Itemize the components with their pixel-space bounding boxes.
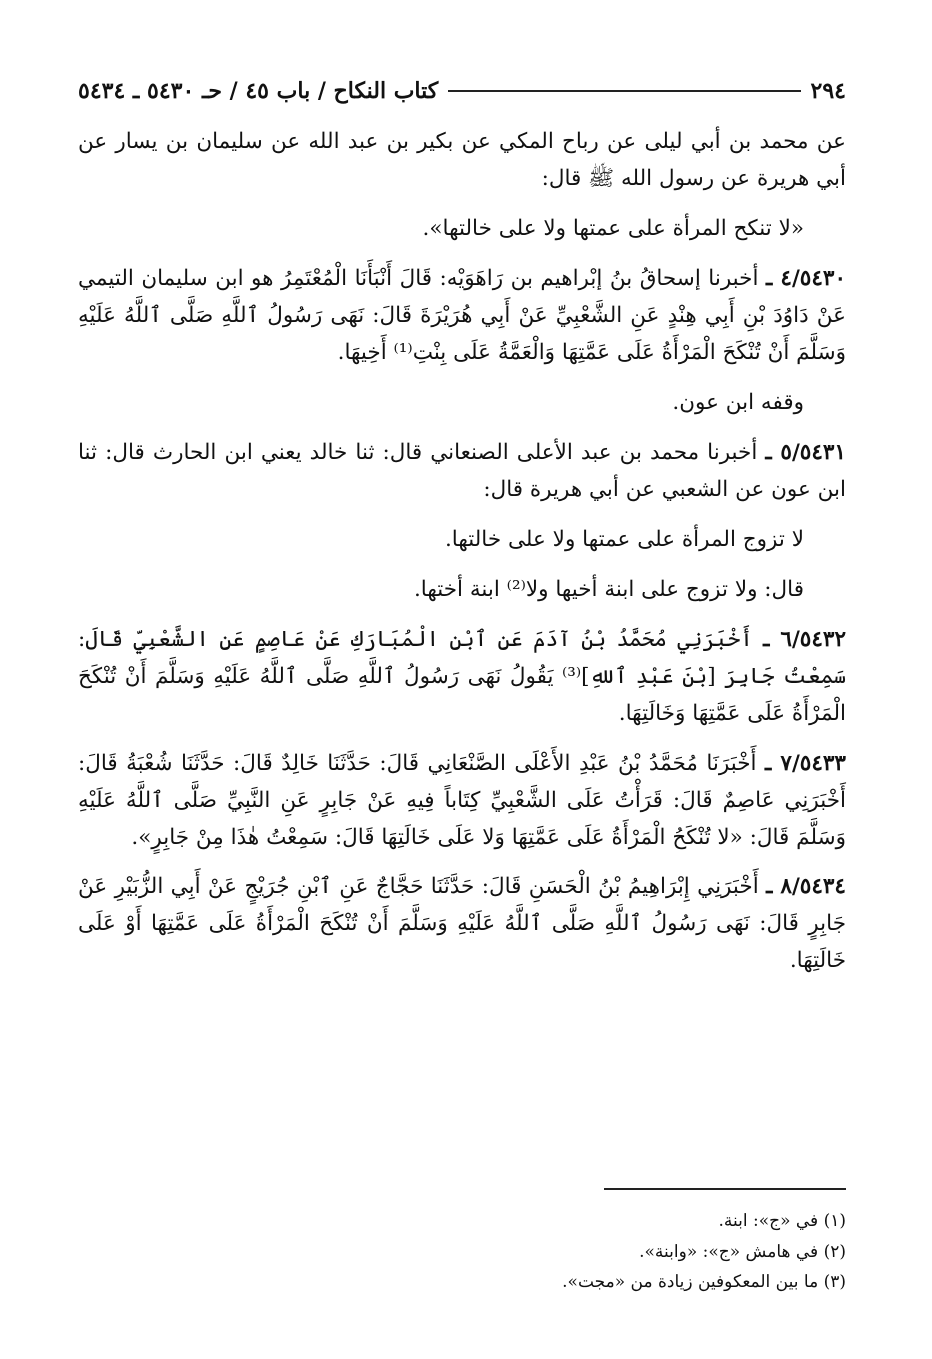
paragraph-text: أَخْبَرَنَا مُحَمَّدُ بْنُ عَبْدِ الأَعْلَى الصَّنْعَانِي قَالَ: حَدَّثَنَا خَالِدٌ قَالَ: حَدَّثَنَا شُعْبَةُ قَالَ: أَخْبَرَنِي عَاصِمٌ قَالَ: قَرَأْتُ عَلَى الشَّعْبِيِّ كِتَاباً فِيهِ عَنْ جَابِرٍ عَنِ النَّبِيِّ صَلَّى ٱللَّهُ عَلَيْهِ وَسَلَّمَ قَالَ: «لا تُنْكَحُ الْمَرْأَةُ عَلَى عَمَّتِهَا وَلا عَلَى خَالَتِهَا قَالَ: سَمِعْتُ هٰذَا مِنْ جَابِرٍ». [78, 750, 846, 850]
paragraph [78, 261, 846, 372]
hadith-number: ٧/٥٤٣٣ ـ [764, 750, 846, 776]
paragraph [78, 572, 846, 609]
page-number: ٢٩٤ [810, 78, 846, 104]
footnotes [86, 1206, 846, 1298]
paragraph [78, 211, 846, 248]
hadith-number: ٨/٥٤٣٤ ـ [766, 874, 846, 900]
hadith-number: ٦/٥٤٣٢ ـ [763, 626, 846, 652]
paragraph-text: وقفه ابن عون. [672, 389, 804, 415]
running-title: كتاب النكاح / باب ٤٥ / حـ ٥٤٣٠ ـ ٥٤٣٤ [78, 78, 439, 104]
paragraph [78, 869, 846, 980]
paragraph-text: عن محمد بن أبي ليلى عن رباح المكي عن بكير بن عبد الله عن سليمان بن يسار عن أبي هريرة عن رسول الله ﷺ قال: [78, 129, 846, 191]
paragraph [78, 522, 846, 559]
footnote: (١) في «ج»: ابنة. [718, 1211, 846, 1231]
paragraph-text: لا تزوج المرأة على عمتها ولا على خالتها. [444, 526, 804, 552]
paragraph-text: أَخْبَرَنِي إِبْرَاهِيمُ بْنُ الْحَسَنِ قَالَ: حَدَّثَنَا حَجَّاجٌ عَنِ ٱبْنِ جُرَيْجٍ عَنْ أَبِي الزُّبَيْرِ عَنْ جَابِرٍ قَالَ: نَهَى رَسُولُ ٱللَّهِ صَلَّى ٱللَّهُ عَلَيْهِ وَسَلَّمَ أَنْ تُنْكَحَ الْمَرْأَةُ عَلَى عَمَّتِهَا أَوْ عَلَى خَالَتِهَا. [78, 874, 846, 974]
paragraph-text: أخبرنا إسحاقُ بنُ إبْراهيم بن رَاهَوَيْه: قَالَ أَنْبَأَنَا الْمُعْتَمِرُ هو ابن سليمان التيمي عَنْ دَاوُدَ بْنِ أَبِي هِنْدٍ عَنِ الشَّعْبِيِّ عَنْ أَبِي هُرَيْرَةَ قَالَ: نَهَى رَسُولُ ٱللَّهِ صَلَّى ٱللَّهُ عَلَيْهِ وَسَلَّمَ أَنْ تُنْكَحَ الْمَرْأَةُ عَلَى عَمَّتِهَا وَالْعَمَّةُ عَلَى بِنْتِ⁽¹⁾ أَخِيهَا. [78, 265, 846, 365]
hadith-number: ٤/٥٤٣٠ ـ [765, 265, 846, 291]
paragraph [78, 435, 846, 509]
page-header [78, 74, 846, 108]
paragraph [78, 746, 846, 857]
footnote: (٣) ما بين المعكوفين زيادة من «مجت». [562, 1272, 846, 1293]
footnote-rule [604, 1188, 846, 1190]
paragraph [78, 622, 846, 733]
paragraph [78, 124, 846, 198]
paragraph [78, 385, 846, 422]
paragraph-text: أَخْبَرَنِي مُحَمَّدُ بْنُ آدَمَ عَنِ ٱبْنِ الْمُبَارَكِ عَنْ عَاصِمٍ عَنِ الشَّعْبِيِّ قَالَ: سَمِعْتُ جَابِرَ [بْنَ عَبْدِ ٱللهِ]⁽³⁾ يَقُولُ نَهَى رَسُولُ ٱللَّهِ صَلَّى ٱللَّهُ عَلَيْهِ وَسَلَّمَ أَنْ تُنْكَحَ الْمَرْأَةُ عَلَى عَمَّتِهَا وَخَالَتِهَا. [78, 626, 846, 726]
footnote: (٢) في هامش «ج»: «وابنة». [639, 1241, 846, 1262]
page-body [78, 124, 846, 993]
paragraph-text: قال: ولا تزوج على ابنة أخيها ولا⁽²⁾ ابنة أختها. [413, 576, 804, 602]
header-rule [448, 90, 800, 92]
hadith-number: ٥/٥٤٣١ ـ [765, 439, 846, 465]
paragraph-text: أخبرنا محمد بن عبد الأعلى الصنعاني قال: ثنا خالد يعني ابن الحارث قال: ثنا ابن عون عن الشعبي عن أبي هريرة قال: [78, 439, 846, 502]
paragraph-text: «لا تنكح المرأة على عمتها ولا على خالتها». [422, 215, 804, 241]
